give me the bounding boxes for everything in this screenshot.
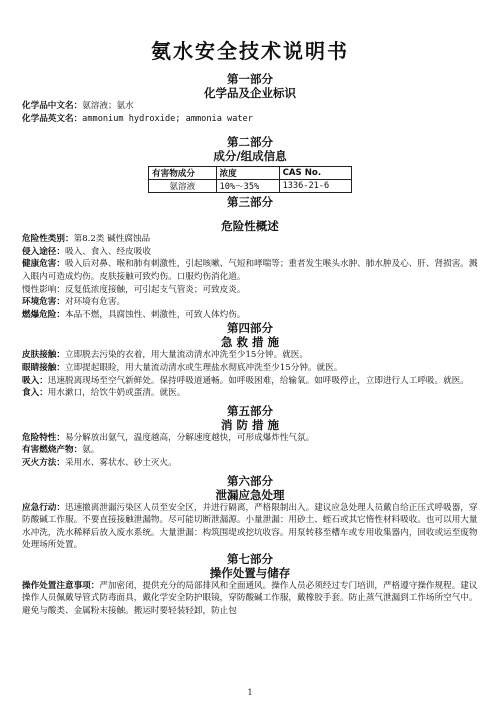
chronic-effect-line: 慢性影响：反复低浓度接触，可引起支气管炎；可致皮炎。 [22, 284, 246, 295]
section-4-title: 急 救 措 施 [220, 335, 279, 350]
composition-table [148, 166, 352, 193]
health-hazard-value: 吸入后对鼻、喉和肺有刺激性，引起咳嗽、气短和哮喘等；重者发生喉头水肿、肺水肿及心、肝、肾损害。溅入眼内可造成灼伤。皮肤接触可致灼伤。口服灼伤消化道。 [22, 259, 478, 282]
chem-cn-name-value: 氨溶液；氨水 [82, 101, 134, 111]
hazard-class-line [22, 233, 478, 246]
env-hazard-line [22, 296, 478, 309]
extinguish-line [22, 457, 478, 470]
fire-hazard-value: 本品不燃，具腐蚀性、刺激性，可致人体灼伤。 [64, 309, 246, 320]
ingestion-label: 食入： [22, 388, 48, 399]
table-header-row [149, 167, 352, 180]
section-5-part: 第五部分 [227, 403, 273, 418]
chem-en-name-label: 化学品英文名： [22, 113, 83, 124]
table-row [149, 180, 352, 193]
emergency-action-para [22, 502, 478, 552]
section-2-part: 第二部分 [227, 135, 273, 150]
entry-route-line [22, 246, 478, 259]
table-header-cell: 浓度 [216, 167, 279, 180]
table-cell: 10%～35% [216, 180, 279, 193]
section-6-title: 泄漏应急处理 [215, 487, 285, 502]
entry-route-value: 吸入、食入、经皮吸收 [64, 246, 151, 257]
fire-hazard-label: 燃爆危险： [22, 309, 65, 320]
section-3-part: 第三部分 [227, 195, 273, 210]
fire-property-value: 易分解放出氨气，温度越高，分解速度越快，可形成爆炸性气氛。 [64, 432, 315, 443]
entry-route-label: 侵入途径： [22, 246, 65, 257]
section-6-part: 第六部分 [227, 473, 273, 488]
section-7-part: 第七部分 [227, 551, 273, 566]
skin-contact-value: 立即脱去污染的衣着，用大量流动清水冲洗至少15分钟。就医。 [64, 350, 308, 361]
ingestion-line [22, 387, 478, 400]
section-1-title: 化学品及企业标识 [204, 86, 296, 100]
table-cell: 氨溶液 [149, 180, 217, 193]
health-hazard-para [22, 258, 478, 283]
section-7-title: 操作处置与储存 [209, 565, 291, 580]
section-4-part: 第四部分 [227, 321, 273, 336]
section-5-title: 消 防 措 施 [220, 417, 279, 432]
fire-property-label: 危险特性： [22, 432, 65, 443]
section-3-title: 危险性概述 [221, 219, 279, 234]
health-hazard-label: 健康危害： [22, 259, 65, 270]
table-header-cell: CAS No. [279, 167, 351, 180]
env-hazard-value: 对环境有危害。 [64, 297, 126, 308]
combustion-product-label: 有害燃烧产物： [22, 445, 83, 456]
document-title: 氨水安全技术说明书 [151, 39, 349, 63]
chem-cn-name-line [22, 100, 478, 113]
chem-en-name-line [22, 113, 478, 126]
inhalation-para [22, 375, 478, 388]
handling-value: 严加密闭，提供充分的局部排风和全面通风。操作人员必须经过专门培训，严格遵守操作规程。建议操作人员佩戴导管式防毒面具，戴化学安全防护眼镜，穿防酸碱工作服，戴橡胶手套。防止蒸气泄漏到工作场所空气中。避免与酸类、金属粉末接触。搬运时要轻装轻卸，防止包 [22, 580, 478, 617]
eye-contact-value: 立即提起眼睑，用大量流动清水或生理盐水彻底冲洗至少15分钟。就医。 [64, 362, 343, 373]
fire-hazard-line [22, 309, 478, 322]
emergency-action-label: 应急行动： [22, 502, 65, 513]
table-header-cell: 有害物成分 [149, 167, 217, 180]
eye-contact-label: 眼睛接触： [22, 362, 65, 373]
ingestion-value: 用水漱口，给饮牛奶或蛋清。就医。 [47, 388, 186, 399]
chem-en-name-value: ammonium hydroxide; ammonia water [82, 113, 253, 124]
inhalation-label: 吸入： [22, 375, 48, 386]
emergency-action-value: 迅速撤离泄漏污染区人员至安全区，并进行隔离，严格限制出入。建议应急处理人员戴自给正压式呼吸器，穿防酸碱工作服。不要直接接触泄漏物。尽可能切断泄漏源。小量泄漏：用砂土、蛭石或其它惰性材料吸收。也可以用大量水冲洗，洗水稀释后放入废水系统。大量泄漏：构筑围堤或挖坑收容。用泵转移至槽车或专用收集器内，回收或运至废物处理场所处置。 [22, 502, 478, 551]
chem-cn-name-label: 化学品中文名： [22, 101, 83, 111]
section-2-title: 成分/组成信息 [213, 149, 287, 164]
extinguish-value: 采用水、雾状水、砂土灭火。 [64, 457, 177, 468]
skin-contact-label: 皮肤接触： [22, 350, 65, 361]
section-1-part: 第一部分 [227, 72, 273, 86]
fire-property-line [22, 432, 478, 445]
combustion-product-line [22, 444, 478, 457]
handling-para [22, 580, 478, 618]
page-number: 1 [247, 688, 253, 697]
skin-contact-line [22, 349, 478, 362]
handling-label: 操作处置注意事项： [22, 580, 100, 591]
env-hazard-label: 环境危害： [22, 297, 65, 308]
hazard-class-value: 第8.2类 碱性腐蚀品 [73, 234, 151, 245]
eye-contact-line [22, 362, 478, 375]
table-cell: 1336-21-6 [279, 180, 351, 193]
hazard-class-label: 危险性类别： [22, 234, 74, 245]
extinguish-label: 灭火方法： [22, 457, 65, 468]
inhalation-value: 迅速脱离现场至空气新鲜处。保持呼吸道通畅。如呼吸困难，给输氧。如呼吸停止，立即进行人工呼吸。就医。 [47, 375, 469, 386]
combustion-product-value: 氨。 [82, 445, 100, 456]
